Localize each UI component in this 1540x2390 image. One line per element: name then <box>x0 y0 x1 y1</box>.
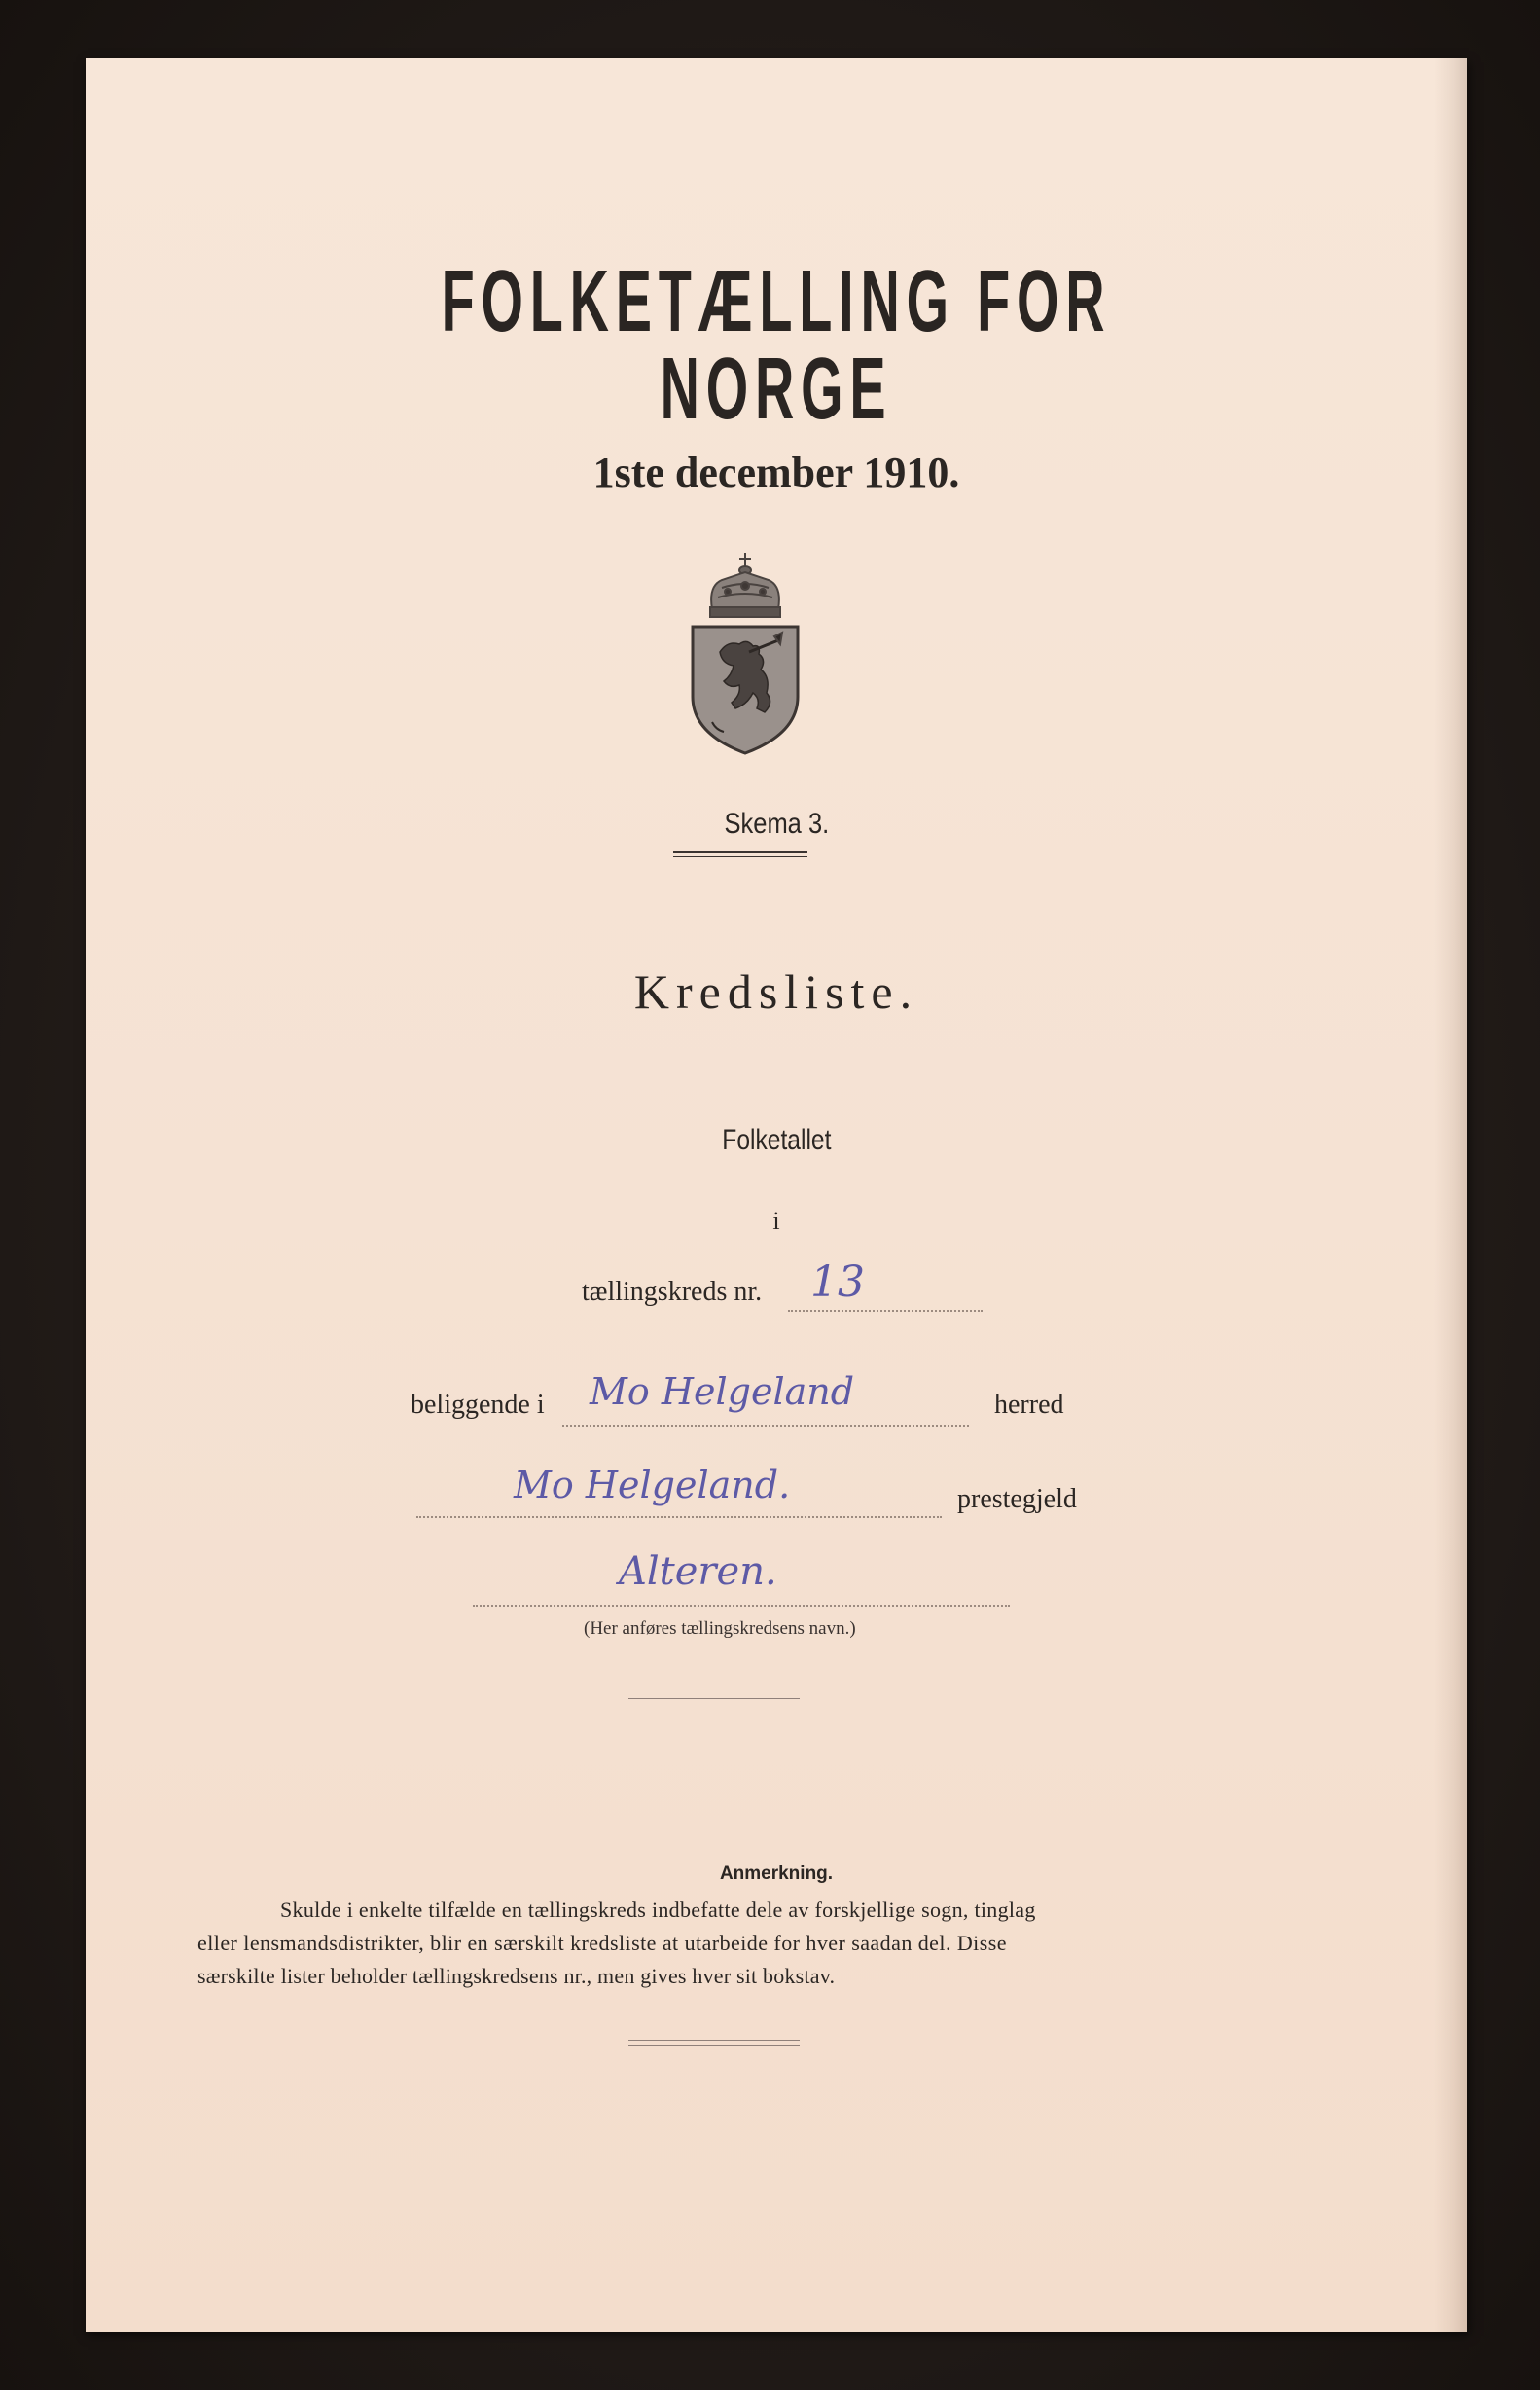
schema-underline-thin <box>673 856 807 857</box>
section-divider <box>628 1698 800 1699</box>
district-name-hint: (Her anføres tællingskredsens navn.) <box>584 1618 856 1639</box>
schema-number: Skema 3. <box>724 808 829 840</box>
located-line[interactable] <box>562 1425 969 1427</box>
remark-line: særskilte lister beholder tællingskredsens nr., men gives hver sit bokstav. <box>197 1964 836 1988</box>
schema-underline <box>673 851 807 853</box>
form-heading: Kredsliste. <box>633 964 919 1019</box>
bottom-divider-second <box>628 2045 800 2046</box>
district-number-value: 13 <box>810 1257 865 1307</box>
document-title: FOLKETÆLLING FOR NORGE <box>441 253 1112 438</box>
bottom-divider <box>628 2040 800 2041</box>
parish-value: Mo Helgeland. <box>514 1464 791 1506</box>
norwegian-coat-of-arms-icon <box>689 551 802 757</box>
district-number-label: tællingskreds nr. <box>582 1277 763 1307</box>
remark-line: Skulde i enkelte tilfælde en tællingskreds indbefatte dele av forskjellige sogn, tinglag <box>280 1898 1036 1922</box>
remark-line: eller lensmandsdistrikter, blir en særskilt kredsliste at utarbeide for hver saadan del. Disse <box>197 1931 1007 1955</box>
census-date: 1ste december 1910. <box>592 449 960 496</box>
intro-preposition: i <box>772 1207 780 1235</box>
remark-heading: Anmerkning. <box>719 1864 834 1884</box>
district-name-value: Alteren. <box>619 1549 777 1594</box>
census-form-page <box>86 58 1467 2332</box>
located-value: Mo Helgeland <box>590 1370 855 1413</box>
district-number-line[interactable] <box>788 1310 983 1312</box>
parish-label: prestegjeld <box>957 1484 1077 1514</box>
parish-line[interactable] <box>416 1516 942 1518</box>
herred-label: herred <box>994 1390 1064 1420</box>
located-label: beliggende i <box>411 1390 545 1420</box>
district-name-line[interactable] <box>473 1605 1010 1607</box>
intro-text: Folketallet <box>721 1124 832 1156</box>
